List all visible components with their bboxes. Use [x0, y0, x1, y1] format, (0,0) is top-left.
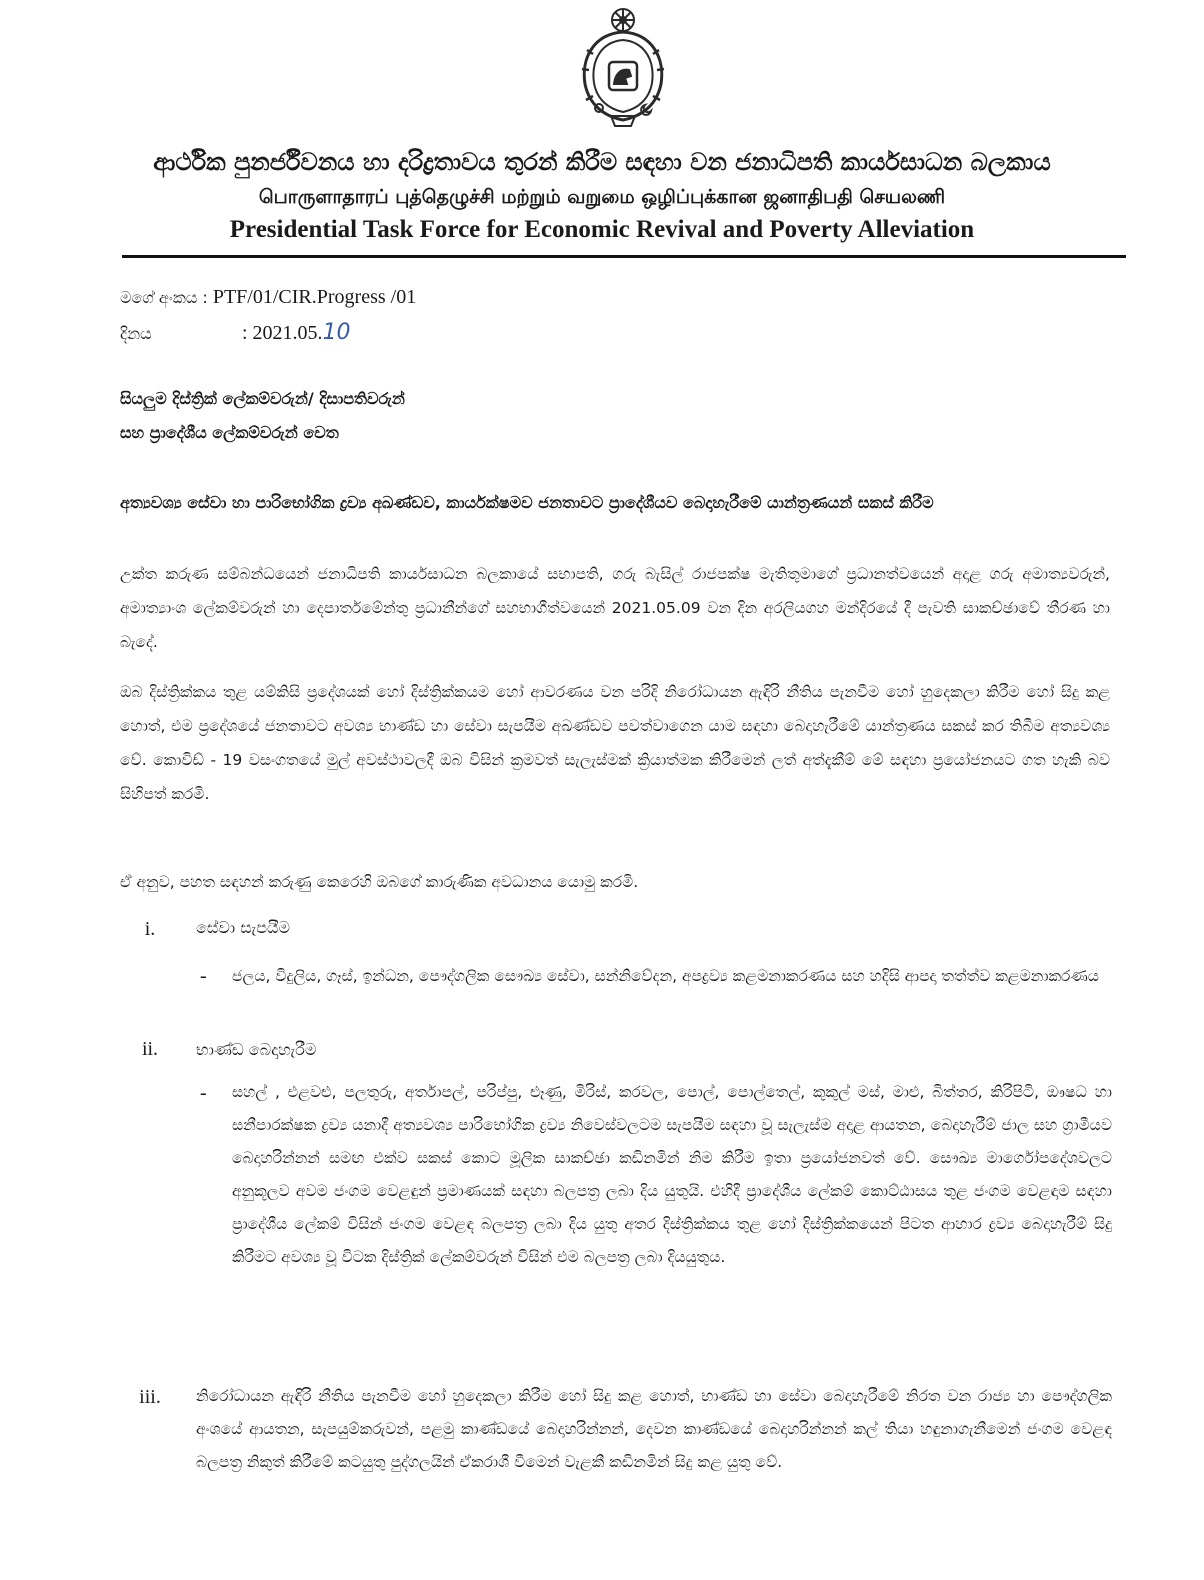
item-i-marker: i. [144, 918, 156, 940]
reference-value: PTF/01/CIR.Progress /01 [212, 286, 417, 308]
date-handwritten-day: 10 [322, 320, 351, 345]
addressee-line-1: සියලුම දිස්ත්‍රික් ලේකම්වරුන්/ දිසාපතිවරුන් [120, 389, 405, 408]
addressee-line-2: සහ ප්‍රාදේශීය ලේකම්වරුන් වෙත [120, 423, 339, 442]
item-i-title: සේවා සැපයීම [196, 918, 291, 937]
item-iii-marker: iii. [139, 1386, 161, 1408]
paragraph-1: උක්ත කරුණ සම්බන්ධයෙන් ජනාධිපති කාර්යසාධන බලකායේ සභාපති, ගරු බැසිල් රාජපක්ෂ මැතිතුමාගේ ප්‍රධානත්වයෙන් අදාළ ගරු අමාත්‍යවරුන්, අමාත්‍යාංශ ලේකම්වරුන් හා දෙපාර්තමේන්තු ප්‍රධානීන්ගේ සහභාගීත්වයෙන් 2021.05.09 වන දින අරලියගහ මන්දිරයේ දී පැවති සාකච්ඡාවේ තීරණ හා බැදේ. [120, 565, 1110, 651]
date-label: දිනය [120, 324, 152, 343]
item-ii-dash: - [200, 1082, 207, 1104]
letterhead-title-tamil: பொருளாதாரப் புத்தெழுச்சி மற்றும் வறுமை ஒழிப்புக்கான ஜனாதிபதி செயலணி [258, 186, 946, 208]
paragraph-2: ඔබ දිස්ත්‍රික්කය තුළ යම්කිසි ප්‍රදේශයක් හෝ දිස්ත්‍රික්කයම හෝ ආවරණය වන පරිදි නිරෝධායන ඇඳිරි නීතිය පැනවීම හෝ හුදෙකලා කිරීම හෝ සිදු කළ හොත්, එම ප්‍රදේශයේ ජනතාවට අවශ්‍ය භාණ්ඩ හා සේවා සැපයීම අඛණ්ඩව පවත්වාගෙන යාම සඳහා බෙදාහැරීමේ යාන්ත්‍රණය සකස් කර තිබීම අත්‍යවශ්‍ය වේ. කොවිඩ් - 19 වසංගතයේ මුල් අවස්ථාවලදී ඔබ විසින් ක්‍රමවත් සැලැස්මක් ක්‍රියාත්මක කිරීමෙන් ලත් අත්දැකීම් මේ සඳහා ප්‍රයෝජනයට ගත හැකි බව සිහිපත් කරමි. [120, 683, 1110, 803]
reference-label: මගේ අංකය : [120, 288, 208, 307]
item-ii-marker: ii. [141, 1038, 159, 1060]
item-ii-detail: සහල් , එළවළු, පලතුරු, අර්තාපල්, පරිප්පු, ළූණු, මිරිස්, කරවල, පොල්, පොල්තෙල්, කුකුල් මස්, මාළු, බිත්තර, කිරිපිටි, ඖෂධ හා සනීපාරක්ෂක ද්‍රව්‍ය යනාදී අත්‍යවශ්‍ය පාරිභෝගික ද්‍රව්‍ය නිවෙස්වලටම සැපයීම සඳහා වූ සැලැස්ම අදාළ ආයතන, බෙදාහැරීම් ජාල සහ ග්‍රාමීයව බෙදාහරින්නන් සමඟ එක්ව සකස් කොට මූලික සාකච්ඡා කඩිනමින් නිම කිරීම ඉතා ප්‍රයෝජනවත් වේ. සෞඛ්‍ය මාර්ගෝපදේශවලට අනුකූලව අවම ජංගම වෙළඳුන් ප්‍රමාණයක් සඳහා බලපත්‍ර ලබා දිය යුතුයි. එහිදී ප්‍රාදේශීය ලේකම් කොට්ඨාසය තුළ ජංගම වෙළඳාම සඳහා ප්‍රාදේශීය ලේකම් විසින් ජංගම වෙළඳ බලපත්‍ර ලබා දිය යුතු අතර දිස්ත්‍රික්කය තුළ හෝ දිස්ත්‍රික්කයෙන් පිටත ආහාර ද්‍රව්‍ය බෙදාහැරීම් සිදු කිරීමට අවශ්‍ය වූ විටක දිස්ත්‍රික් ලේකම්වරුන් විසින් එම බලපත්‍ර ලබා දියයුතුය. [232, 1083, 1112, 1266]
reference-line [120, 286, 416, 309]
letterhead-title-sinhala: ආර්ථික පුනර්ජීවනය හා දරිද්‍රතාවය තුරන් කිරීම සඳහා වන ජනාධිපති කාර්යසාධන බලකාය [153, 148, 1051, 176]
date-line [120, 320, 351, 345]
paragraph-3: ඒ අනුව, පහත සඳහන් කරුණු කෙරෙහි ඔබගේ කාරුණික අවධානය යොමු කරමි. [120, 873, 639, 891]
item-iii-detail: නිරෝධායන ඇඳිරි නීතිය පැනවීම හෝ හුදෙකලා කිරීම හෝ සිදු කළ හොත්, භාණ්ඩ හා සේවා බෙදාහැරීමේ නිරත වන රාජ්‍ය හා පෞද්ගලික අංශයේ ආයතන, සැපයුම්කරුවන්, පළමු කාණ්ඩයේ බෙදාහරින්නන්, දෙවන කාණ්ඩයේ බෙදාහරින්නන් කල් තියා හඳුනාගැනීමෙන් ජංගම වෙළඳ බලපත්‍ර නිකුත් කිරීමේ කටයුතු පුද්ගලයින් ඒකරාශී වීමෙන් වැළකී කඩිනමින් සිදු කළ යුතු වේ. [196, 1387, 1112, 1471]
date-value: : 2021.05. [242, 322, 323, 344]
subject-heading: අත්‍යවශ්‍ය සේවා හා පාරිභෝගික ද්‍රව්‍ය අඛණ්ඩව, කාර්යක්ෂමව ජනතාවට ප්‍රාදේශීයව බෙදාහැරීමේ යාන්ත්‍රණයන් සකස් කිරීම [120, 493, 934, 512]
item-i-dash: - [200, 965, 207, 987]
sri-lanka-emblem-icon [573, 4, 673, 128]
item-i-detail: ජලය, විදුලිය, ගෑස්, ඉන්ධන, පෞද්ගලික සෞඛ්‍ය සේවා, සන්නිවේදන, අපද්‍රව්‍ය කළමනාකරණය සහ හදිසි ආපදා තත්ත්ව කළමනාකරණය [232, 967, 1099, 985]
header-divider [122, 255, 1126, 258]
item-ii-title: භාණ්ඩ බෙදාහැරීම [196, 1040, 317, 1059]
letterhead-title-english: Presidential Task Force for Economic Revival and Poverty Alleviation [229, 216, 975, 243]
